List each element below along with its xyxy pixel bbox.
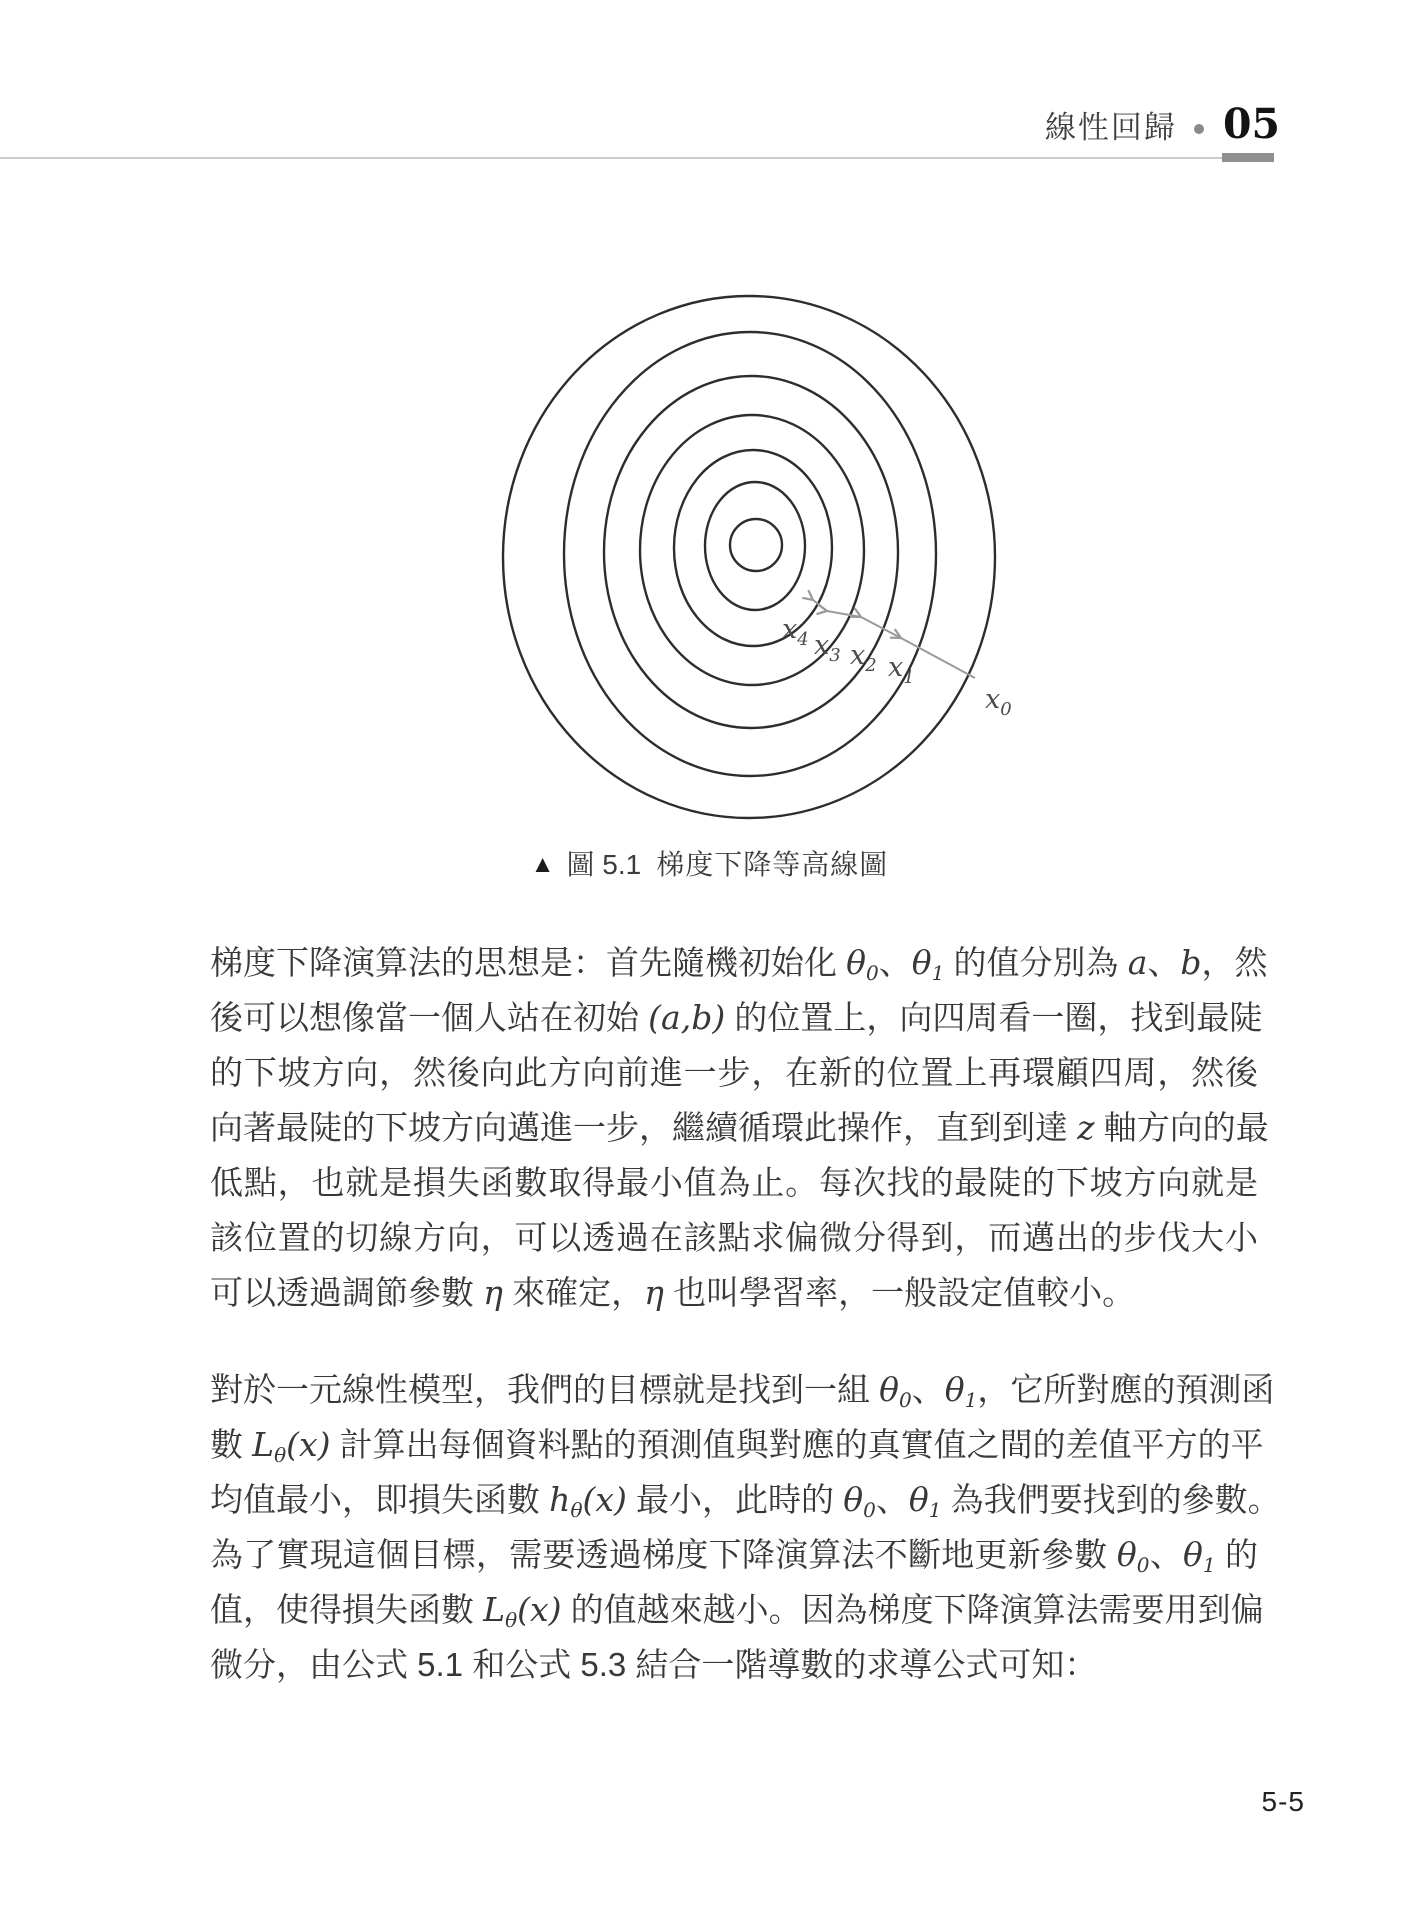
math-text: a — [1127, 943, 1148, 982]
paragraph-linear-model — [210, 1362, 1281, 1692]
contour-ellipse — [604, 376, 898, 728]
math-text: 1 — [931, 961, 945, 985]
header-rule-bar — [1222, 153, 1274, 162]
body-text: 值，使得損失函數 — [210, 1591, 484, 1628]
chapter-title: 線性回歸 — [1044, 109, 1177, 145]
body-text: 來確定， — [502, 1274, 645, 1311]
body-text: 低點，也就是損失函數取得最小值為止。每次找的最陡的下坡方向就是 — [210, 1164, 1258, 1201]
body-text: 的值越來越小。因為梯度下降演算法需要用到偏 — [561, 1591, 1264, 1628]
body-text: 、 — [1149, 1536, 1183, 1573]
math-text: (x) — [517, 1590, 562, 1629]
figure-point-label: $x_0$ — [985, 684, 1012, 720]
math-text: 1 — [928, 1498, 942, 1522]
header-bullet-icon — [1194, 124, 1204, 134]
paragraph-gradient-descent — [210, 935, 1269, 1320]
math-text: η — [644, 1273, 664, 1312]
body-text: 的位置上，向四周看一圈，找到最陡 — [725, 999, 1263, 1036]
page-header — [1044, 100, 1280, 148]
body-text: 梯度下降演算法的思想是：首先隨機初始化 — [210, 944, 847, 981]
math-text: θ — [944, 1370, 965, 1409]
text-line — [210, 990, 1263, 1045]
figure-point-label: $x_1$ — [888, 652, 915, 688]
chapter-number: 05 — [1222, 100, 1280, 148]
math-text: θ — [843, 1480, 864, 1519]
contour-ellipse — [730, 519, 782, 571]
math-text: 1 — [964, 1388, 978, 1412]
body-text: 、 — [911, 1371, 945, 1408]
figure-point-label: $x_3$ — [814, 630, 841, 666]
text-line — [210, 1582, 1264, 1637]
text-line — [210, 1417, 1264, 1472]
math-text: L — [483, 1590, 506, 1629]
body-text: 也叫學習率，一般設定值較小。 — [663, 1274, 1136, 1311]
math-text: θ — [1182, 1535, 1203, 1574]
contour-ellipse — [503, 296, 995, 818]
page-number: 5-5 — [1261, 1786, 1305, 1817]
body-text: 、 — [875, 1481, 909, 1518]
body-text: 微分，由公式 5.1 和公式 5.3 結合一階導數的求導公式可知： — [210, 1646, 1098, 1683]
contour-figure — [410, 240, 1090, 840]
math-text: (x) — [582, 1480, 627, 1519]
math-text: b — [1180, 943, 1202, 982]
math-text: η — [483, 1273, 503, 1312]
text-line — [210, 1637, 1258, 1692]
body-text: 為我們要找到的參數。 — [941, 1481, 1281, 1518]
math-text: θ — [846, 943, 867, 982]
text-line — [210, 1265, 1258, 1320]
body-text: ，它所對應的預測函 — [977, 1371, 1275, 1408]
caption-text: 梯度下降等高線圖 — [656, 849, 889, 880]
math-text: 0 — [899, 1388, 912, 1412]
body-text: 對於一元線性模型，我們的目標就是找到一組 — [210, 1371, 880, 1408]
math-text: (a,b) — [648, 998, 726, 1037]
contour-ellipse — [674, 450, 832, 646]
math-text: 0 — [866, 961, 879, 985]
figure-point-label: $x_2$ — [850, 640, 877, 676]
math-text: 0 — [863, 1498, 876, 1522]
math-text: (x) — [286, 1425, 331, 1464]
math-text: L — [252, 1425, 275, 1464]
figure-caption — [0, 843, 1419, 883]
text-line — [210, 1045, 1258, 1100]
body-text: 向著最陡的下坡方向邁進一步，繼續循環此操作，直到到達 — [210, 1109, 1078, 1146]
body-text: 計算出每個資料點的預測值與對應的真實值之間的差值平方的平 — [330, 1426, 1264, 1463]
body-text: 為了實現這個目標，需要透過梯度下降演算法不斷地更新參數 — [210, 1536, 1117, 1573]
gradient-path-arrow — [827, 611, 861, 617]
body-text: 軸方向的最 — [1094, 1109, 1269, 1146]
math-text: θ — [879, 1370, 900, 1409]
text-line — [210, 1100, 1269, 1155]
body-text: 可以透過調節參數 — [210, 1274, 484, 1311]
text-line — [210, 1527, 1258, 1582]
math-text: θ — [274, 1443, 287, 1467]
math-text: 0 — [1136, 1553, 1150, 1577]
math-text: θ — [911, 943, 932, 982]
caption-figure-label: 圖 5.1 — [566, 849, 642, 880]
math-text: θ — [570, 1498, 583, 1522]
math-text: z — [1077, 1108, 1095, 1147]
text-line — [210, 1362, 1275, 1417]
body-text: ，然 — [1201, 944, 1268, 981]
body-text: 、 — [1147, 944, 1181, 981]
figure-point-label: $x_4$ — [782, 614, 809, 650]
math-text: θ — [505, 1608, 518, 1632]
body-text: 均值最小，即損失函數 — [210, 1481, 550, 1518]
header-rule — [0, 157, 1222, 159]
body-text: 、 — [878, 944, 912, 981]
math-text: θ — [908, 1480, 929, 1519]
math-text: h — [549, 1480, 571, 1519]
body-text: 的下坡方向，然後向此方向前進一步，在新的位置上再環顧四周，然後 — [210, 1054, 1258, 1091]
text-line — [210, 1210, 1258, 1265]
contour-ellipse — [705, 482, 805, 610]
math-text: θ — [1116, 1535, 1137, 1574]
text-line — [210, 935, 1268, 990]
body-text: 該位置的切線方向，可以透過在該點求偏微分得到，而邁出的步伐大小 — [210, 1219, 1258, 1256]
body-text: 的 — [1215, 1536, 1259, 1573]
math-text: 1 — [1202, 1553, 1216, 1577]
body-text: 最小，此時的 — [626, 1481, 844, 1518]
body-text: 數 — [210, 1426, 253, 1463]
body-text: 的值分別為 — [944, 944, 1128, 981]
caption-triangle-icon: ▲ — [530, 851, 555, 878]
text-line — [210, 1155, 1258, 1210]
text-line — [210, 1472, 1281, 1527]
contour-ellipse — [564, 332, 936, 776]
body-text: 後可以想像當一個人站在初始 — [210, 999, 649, 1036]
